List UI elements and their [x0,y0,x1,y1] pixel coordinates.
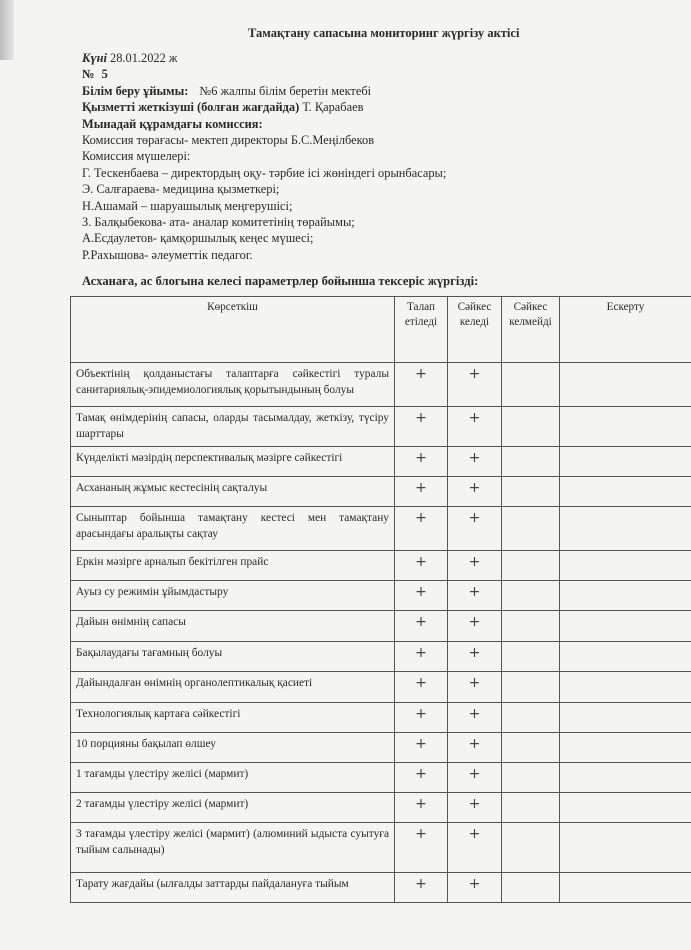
not-matches-cell [502,703,560,733]
required-cell: + [395,873,448,903]
supplier-value: Т. Қарабаев [302,100,364,115]
indicator-cell: Еркін мәзірге арналып бекітілген прайс [71,551,395,581]
indicator-cell: 10 порцияны бақылап өлшеу [71,733,395,763]
document-title: Тамақтану сапасына мониторинг жүргізу актісі [248,26,520,40]
table-row [71,733,691,763]
required-cell: + [395,507,448,551]
indicator-cell: Объектінің қолданыстағы талаптарға сәйкестігі туралы санитариялық-эпидемиологиялық қорытындының болуы [71,363,395,407]
required-cell: + [395,642,448,672]
note-cell [560,611,691,642]
not-matches-cell [502,477,560,507]
indicator-cell: Асхананың жұмыс кестесінің сақталуы [71,477,395,507]
matches-cell: + [448,823,502,873]
table-row [71,823,691,873]
scan-shadow [0,0,14,60]
note-cell [560,551,691,581]
note-cell [560,447,691,477]
required-cell: + [395,447,448,477]
note-cell [560,823,691,873]
note-cell [560,477,691,507]
indicator-cell: Тамақ өнімдерінің сапасы, оларды тасымалдау, жеткізу, түсіру шарттары [71,407,395,447]
matches-cell: + [448,407,502,447]
indicator-cell: 3 тағамды үлестіру желісі (мармит) (алюминий ыдыста суытуға тыйым салынады) [71,823,395,873]
commission-line: Комиссия төрағасы- мектеп директоры Б.С.Меңілбеков [82,133,375,148]
indicator-cell: Сыныптар бойынша тамақтану кестесі мен тамақтану арасындағы аралықты сақтау [71,507,395,551]
required-cell: + [395,477,448,507]
not-matches-cell [502,873,560,903]
required-cell: + [395,407,448,447]
table-row [71,581,691,611]
table-row [71,447,691,477]
table-row [71,407,691,447]
indicator-cell: Тарату жағдайы (ылғалды заттарды пайдалануға тыйым [71,873,395,903]
note-cell [560,703,691,733]
date-label: Күні [82,51,107,65]
matches-cell: + [448,363,502,407]
date-line [82,50,446,66]
table-row [71,642,691,672]
matches-cell: + [448,672,502,703]
table-row [71,873,691,903]
table-row [71,672,691,703]
matches-cell: + [448,642,502,672]
not-matches-cell [502,763,560,793]
required-cell: + [395,581,448,611]
indicator-cell: Ауыз су режимін ұйымдастыру [71,581,395,611]
not-matches-cell [502,507,560,551]
matches-cell: + [448,551,502,581]
matches-cell: + [448,447,502,477]
header-required: Талап етіледі [395,297,448,363]
indicator-cell: Технологиялық картаға сәйкестігі [71,703,395,733]
table-row [71,611,691,642]
note-cell [560,672,691,703]
required-cell: + [395,551,448,581]
matches-cell: + [448,581,502,611]
matches-cell: + [448,733,502,763]
table-header-row [71,297,691,363]
matches-cell: + [448,477,502,507]
required-cell: + [395,763,448,793]
header-note: Ескерту [560,297,691,363]
header-not-matches: Сәйкес келмейді [502,297,560,363]
required-cell: + [395,793,448,823]
table-row [71,703,691,733]
indicator-cell: Дайындалған өнімнің органолептикалық қасиеті [71,672,395,703]
indicator-cell: Дайын өнімнің сапасы [71,611,395,642]
org-line [82,83,446,99]
table-row [71,363,691,407]
required-cell: + [395,823,448,873]
commission-line: Н.Ашамай – шаруашылық меңгерушісі; [82,198,293,213]
indicator-cell: 2 тағамды үлестіру желісі (мармит) [71,793,395,823]
note-cell [560,363,691,407]
number-label: № [82,67,95,82]
indicator-cell: Күнделікті мәзірдің перспективалық мәзірге сәйкестігі [71,447,395,477]
indicator-cell: Бақылаудағы тағамның болуы [71,642,395,672]
commission-line: Комиссия мүшелері: [82,149,191,164]
not-matches-cell [502,407,560,447]
date-value: 28.01.2022 ж [110,51,178,65]
not-matches-cell [502,581,560,611]
table-row [71,551,691,581]
not-matches-cell [502,672,560,703]
not-matches-cell [502,793,560,823]
commission-line: З. Балқыбекова- ата- аналар комитетінің төрайымы; [82,215,355,230]
note-cell [560,733,691,763]
supplier-label: Қызметті жеткізуші (болған жағдайда) [82,100,300,115]
required-cell: + [395,672,448,703]
inspection-table [70,296,691,903]
matches-cell: + [448,763,502,793]
not-matches-cell [502,823,560,873]
not-matches-cell [502,642,560,672]
document-header [82,50,446,263]
note-cell [560,763,691,793]
commission-heading: Мынадай құрамдағы комиссия: [82,116,263,131]
note-cell [560,642,691,672]
org-label: Білім беру ұйымы: [82,83,189,98]
matches-cell: + [448,611,502,642]
note-cell [560,873,691,903]
not-matches-cell [502,733,560,763]
required-cell: + [395,733,448,763]
commission-line: Г. Тескенбаева – директордың оқу- тәрбие ісі жөніндегі орынбасары; [82,165,447,180]
note-cell [560,407,691,447]
org-value: №6 жалпы білім беретін мектебі [199,83,372,98]
not-matches-cell [502,363,560,407]
matches-cell: + [448,793,502,823]
number-line [82,66,446,82]
matches-cell: + [448,507,502,551]
matches-cell: + [448,873,502,903]
not-matches-cell [502,611,560,642]
table-row [71,507,691,551]
table-row [71,477,691,507]
supplier-line [82,99,446,115]
table-row [71,793,691,823]
header-indicator: Көрсеткіш [71,297,395,363]
note-cell [560,793,691,823]
commission-line: А.Есдаулетов- қамқоршылық кеңес мүшесі; [82,231,314,246]
not-matches-cell [502,447,560,477]
note-cell [560,507,691,551]
table-row [71,763,691,793]
commission-line: Р.Рахышова- әлеуметтік педагог. [82,247,253,262]
number-value: 5 [101,67,108,82]
note-cell [560,581,691,611]
required-cell: + [395,611,448,642]
required-cell: + [395,703,448,733]
not-matches-cell [502,551,560,581]
indicator-cell: 1 тағамды үлестіру желісі (мармит) [71,763,395,793]
header-matches: Сәйкес келеді [448,297,502,363]
required-cell: + [395,363,448,407]
inspection-heading: Асханаға, ас блогына келесі параметрлер бойынша тексеріс жүргізді: [82,274,479,288]
commission-line: Э. Салғараева- медицина қызметкері; [82,182,280,197]
matches-cell: + [448,703,502,733]
